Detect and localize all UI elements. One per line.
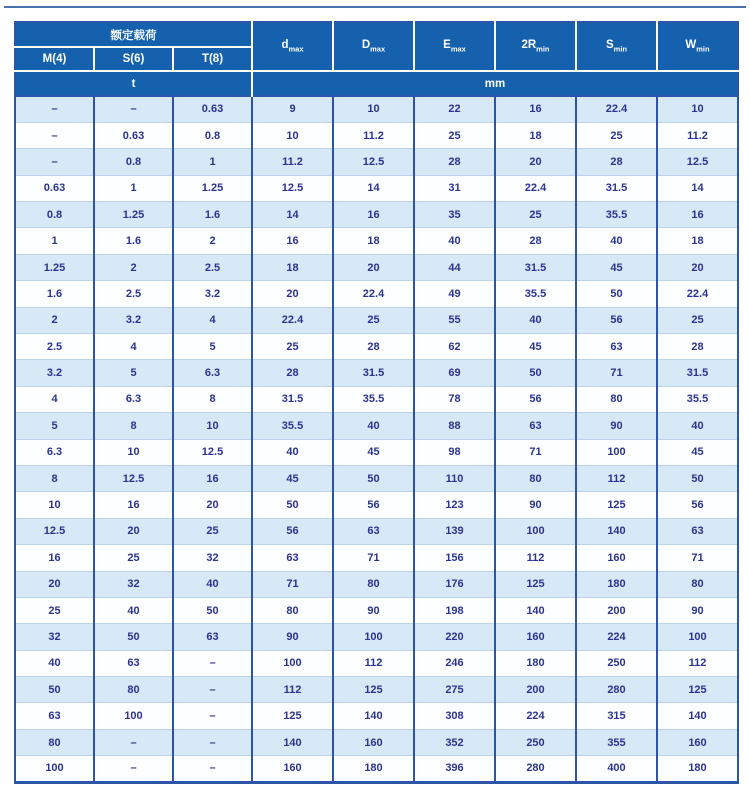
table-cell: 6.3 [15,439,94,465]
table-cell: 20 [657,254,738,280]
table-cell: 16 [657,202,738,228]
table-cell: 0.8 [94,149,173,175]
table-cell: 98 [414,439,495,465]
table-cell: 100 [657,624,738,650]
table-cell: 140 [252,729,333,755]
table-cell: 22.4 [252,307,333,333]
column-header-grade-m4: M(4) [15,47,94,71]
table-cell: 40 [252,439,333,465]
table-cell: 140 [333,703,414,729]
table-cell: 0.63 [15,175,94,201]
table-cell: 198 [414,597,495,623]
table-row [15,122,738,148]
table-cell: 49 [414,281,495,307]
table-cell: 56 [495,386,576,412]
spec-table-container [14,21,737,784]
table-cell: 12.5 [333,149,414,175]
table-cell: 22.4 [657,281,738,307]
table-cell: 200 [495,677,576,703]
column-header-S-min [576,22,657,71]
table-cell: 25 [252,334,333,360]
column-label: 2R [521,39,537,52]
column-subscript: max [288,44,304,54]
table-cell: 1.6 [94,228,173,254]
table-cell: 224 [576,624,657,650]
table-cell: 40 [173,571,252,597]
column-label: S [605,39,614,52]
table-cell: 25 [495,202,576,228]
table-body [15,96,738,782]
table-cell: 20 [173,492,252,518]
column-label: E [443,39,451,52]
table-row [15,413,738,439]
table-cell: – [173,650,252,676]
table-cell: 246 [414,650,495,676]
table-row [15,202,738,228]
table-cell: 35.5 [252,413,333,439]
table-cell: – [15,149,94,175]
table-cell: 56 [657,492,738,518]
table-cell: 50 [576,281,657,307]
table-cell: 125 [252,703,333,729]
table-cell: 12.5 [252,175,333,201]
table-cell: 14 [333,175,414,201]
table-cell: 112 [657,650,738,676]
table-cell: 110 [414,465,495,491]
table-cell: 69 [414,360,495,386]
table-cell: 16 [495,96,576,122]
table-cell: 63 [576,334,657,360]
column-header-W-min [657,22,738,71]
table-cell: 180 [333,756,414,782]
table-row [15,571,738,597]
table-row [15,650,738,676]
table-cell: 160 [576,545,657,571]
table-cell: 80 [576,386,657,412]
table-cell: 40 [94,597,173,623]
table-cell: 14 [252,202,333,228]
table-cell: 63 [657,518,738,544]
table-cell: 55 [414,307,495,333]
table-cell: 45 [495,334,576,360]
table-row [15,281,738,307]
table-cell: 25 [94,545,173,571]
table-cell: 63 [495,413,576,439]
table-cell: 160 [495,624,576,650]
table-cell: 10 [657,96,738,122]
table-cell: 220 [414,624,495,650]
table-cell: 1.25 [15,254,94,280]
table-cell: 25 [173,518,252,544]
table-cell: 4 [173,307,252,333]
table-cell: 352 [414,729,495,755]
unit-label-tonnes: t [15,71,252,96]
column-label: W [685,39,697,52]
table-cell: 12.5 [15,518,94,544]
table-cell: 45 [657,439,738,465]
table-cell: 160 [252,756,333,782]
table-cell: 2 [173,228,252,254]
table-cell: 56 [576,307,657,333]
table-cell: 8 [173,386,252,412]
table-cell: 31.5 [333,360,414,386]
table-cell: 11.2 [333,122,414,148]
table-cell: – [173,729,252,755]
table-cell: 35.5 [495,281,576,307]
table-cell: 180 [495,650,576,676]
table-cell: 28 [495,228,576,254]
table-cell: 16 [94,492,173,518]
table-cell: 176 [414,571,495,597]
table-cell: 80 [94,677,173,703]
table-cell: 90 [252,624,333,650]
table-cell: 112 [252,677,333,703]
table-cell: 12.5 [94,465,173,491]
column-subscript: max [450,44,466,54]
table-row [15,334,738,360]
table-cell: 80 [252,597,333,623]
table-row [15,545,738,571]
table-cell: 0.63 [94,122,173,148]
table-cell: 100 [576,439,657,465]
table-cell: 6.3 [173,360,252,386]
table-cell: 63 [15,703,94,729]
table-cell: 56 [333,492,414,518]
table-row [15,386,738,412]
column-subscript: min [536,44,550,54]
table-cell: 275 [414,677,495,703]
table-cell: 156 [414,545,495,571]
column-header-d-max [252,22,333,71]
table-cell: 308 [414,703,495,729]
table-cell: 125 [333,677,414,703]
column-subscript: min [613,44,627,54]
table-row [15,149,738,175]
table-cell: – [15,96,94,122]
table-cell: 32 [15,624,94,650]
table-cell: 1.6 [173,202,252,228]
table-cell: 78 [414,386,495,412]
table-cell: 71 [495,439,576,465]
table-cell: 2.5 [173,254,252,280]
table-cell: 1 [15,228,94,254]
table-cell: 160 [657,729,738,755]
table-cell: 180 [576,571,657,597]
table-cell: 16 [15,545,94,571]
table-cell: 80 [333,571,414,597]
table-cell: 16 [173,465,252,491]
table-cell: 25 [15,597,94,623]
table-cell: 45 [333,439,414,465]
table-cell: 25 [657,307,738,333]
table-cell: 50 [333,465,414,491]
top-divider-line [4,6,746,8]
table-cell: 3.2 [94,307,173,333]
table-cell: 90 [576,413,657,439]
table-cell: 280 [495,756,576,782]
table-cell: 280 [576,677,657,703]
table-cell: 1.6 [15,281,94,307]
table-cell: 50 [252,492,333,518]
table-cell: 140 [657,703,738,729]
table-cell: – [94,729,173,755]
table-cell: 25 [414,122,495,148]
table-cell: 45 [576,254,657,280]
table-cell: 12.5 [173,439,252,465]
table-cell: 180 [657,756,738,782]
table-cell: 50 [94,624,173,650]
table-cell: 315 [576,703,657,729]
table-cell: 3.2 [173,281,252,307]
table-cell: 28 [576,149,657,175]
table-cell: 28 [657,334,738,360]
table-cell: 5 [94,360,173,386]
table-cell: – [173,756,252,782]
column-subscript: max [370,44,386,54]
table-cell: 35.5 [333,386,414,412]
table-cell: 22 [414,96,495,122]
table-cell: – [94,96,173,122]
column-label: D [361,39,371,52]
table-cell: 44 [414,254,495,280]
table-cell: 1 [173,149,252,175]
column-header-grade-t8: T(8) [173,47,252,71]
column-label: d [281,39,289,52]
table-cell: 6.3 [94,386,173,412]
table-cell: 123 [414,492,495,518]
table-cell: 35.5 [657,386,738,412]
table-cell: – [173,703,252,729]
header-row-units [15,71,738,96]
rated-load-header: 额定载荷 [15,22,252,47]
table-cell: 90 [657,597,738,623]
table-cell: 8 [94,413,173,439]
table-cell: 5 [173,334,252,360]
table-cell: 1.25 [173,175,252,201]
table-cell: 20 [15,571,94,597]
table-cell: 400 [576,756,657,782]
header-row-rated-load [15,22,738,47]
table-cell: 125 [576,492,657,518]
table-cell: 11.2 [252,149,333,175]
table-row [15,703,738,729]
table-cell: 32 [173,545,252,571]
table-cell: 14 [657,175,738,201]
table-cell: 200 [576,597,657,623]
table-cell: 56 [252,518,333,544]
table-cell: 28 [333,334,414,360]
column-subscript: min [696,44,710,54]
table-row [15,360,738,386]
table-cell: 40 [657,413,738,439]
table-cell: 16 [333,202,414,228]
table-cell: 20 [252,281,333,307]
table-row [15,729,738,755]
column-header-E-max [414,22,495,71]
table-cell: 140 [576,518,657,544]
column-header-2R-min [495,22,576,71]
table-cell: 2 [15,307,94,333]
table-row [15,677,738,703]
table-cell: 2.5 [15,334,94,360]
table-cell: 45 [252,465,333,491]
table-cell: 3.2 [15,360,94,386]
table-cell: 80 [495,465,576,491]
table-cell: 4 [94,334,173,360]
table-cell: 90 [495,492,576,518]
table-cell: 10 [252,122,333,148]
table-cell: 10 [333,96,414,122]
table-cell: 22.4 [495,175,576,201]
table-row [15,439,738,465]
table-row [15,96,738,122]
table-cell: 80 [15,729,94,755]
table-cell: 160 [333,729,414,755]
table-cell: 250 [576,650,657,676]
table-cell: 9 [252,96,333,122]
table-cell: 125 [657,677,738,703]
table-cell: 10 [94,439,173,465]
table-cell: 112 [495,545,576,571]
table-cell: 100 [252,650,333,676]
table-cell: 11.2 [657,122,738,148]
table-row [15,624,738,650]
table-cell: 100 [15,756,94,782]
table-cell: 35.5 [576,202,657,228]
table-cell: 2 [94,254,173,280]
table-cell: 31.5 [495,254,576,280]
table-cell: 50 [173,597,252,623]
table-cell: 18 [657,228,738,254]
table-cell: 100 [333,624,414,650]
table-cell: 31.5 [657,360,738,386]
table-cell: 1 [94,175,173,201]
table-cell: 63 [252,545,333,571]
table-cell: 224 [495,703,576,729]
table-cell: 32 [94,571,173,597]
table-row [15,597,738,623]
table-cell: 4 [15,386,94,412]
table-cell: 10 [173,413,252,439]
table-cell: 40 [15,650,94,676]
column-header-grade-s6: S(6) [94,47,173,71]
table-row [15,228,738,254]
table-cell: 31.5 [252,386,333,412]
table-row [15,465,738,491]
table-cell: 50 [15,677,94,703]
table-cell: 396 [414,756,495,782]
table-cell: 31.5 [576,175,657,201]
table-cell: 71 [576,360,657,386]
table-cell: 12.5 [657,149,738,175]
table-cell: 25 [576,122,657,148]
table-cell: 88 [414,413,495,439]
table-cell: 5 [15,413,94,439]
table-cell: 18 [495,122,576,148]
table-cell: 140 [495,597,576,623]
table-cell: 355 [576,729,657,755]
table-cell: 63 [173,624,252,650]
table-cell: 112 [576,465,657,491]
table-cell: 16 [252,228,333,254]
table-cell: 22.4 [333,281,414,307]
table-cell: 2.5 [94,281,173,307]
table-cell: 0.63 [173,96,252,122]
table-cell: 28 [252,360,333,386]
table-cell: 71 [657,545,738,571]
spec-table [14,21,739,784]
table-cell: 125 [495,571,576,597]
table-cell: 100 [94,703,173,729]
table-cell: 90 [333,597,414,623]
table-cell: 20 [495,149,576,175]
table-row [15,756,738,782]
table-cell: 50 [495,360,576,386]
table-row [15,492,738,518]
table-cell: 31 [414,175,495,201]
table-cell: 35 [414,202,495,228]
table-cell: 20 [94,518,173,544]
table-row [15,175,738,201]
table-cell: 18 [252,254,333,280]
table-cell: 63 [94,650,173,676]
table-cell: – [173,677,252,703]
table-cell: 40 [495,307,576,333]
table-cell: 250 [495,729,576,755]
table-cell: 20 [333,254,414,280]
table-cell: 100 [495,518,576,544]
table-cell: 40 [414,228,495,254]
table-cell: 71 [252,571,333,597]
table-cell: 0.8 [15,202,94,228]
table-cell: 25 [333,307,414,333]
table-cell: 22.4 [576,96,657,122]
table-cell: – [94,756,173,782]
table-cell: 80 [657,571,738,597]
unit-label-mm: mm [252,71,738,96]
table-cell: 63 [333,518,414,544]
table-cell: 112 [333,650,414,676]
table-cell: 10 [15,492,94,518]
table-cell: 139 [414,518,495,544]
table-row [15,254,738,280]
table-cell: 71 [333,545,414,571]
table-cell: 28 [414,149,495,175]
table-cell: 40 [333,413,414,439]
column-header-D-max [333,22,414,71]
table-cell: – [15,122,94,148]
table-cell: 18 [333,228,414,254]
table-cell: 1.25 [94,202,173,228]
table-cell: 0.8 [173,122,252,148]
table-cell: 50 [657,465,738,491]
table-cell: 8 [15,465,94,491]
table-row [15,307,738,333]
table-row [15,518,738,544]
table-cell: 62 [414,334,495,360]
table-cell: 40 [576,228,657,254]
